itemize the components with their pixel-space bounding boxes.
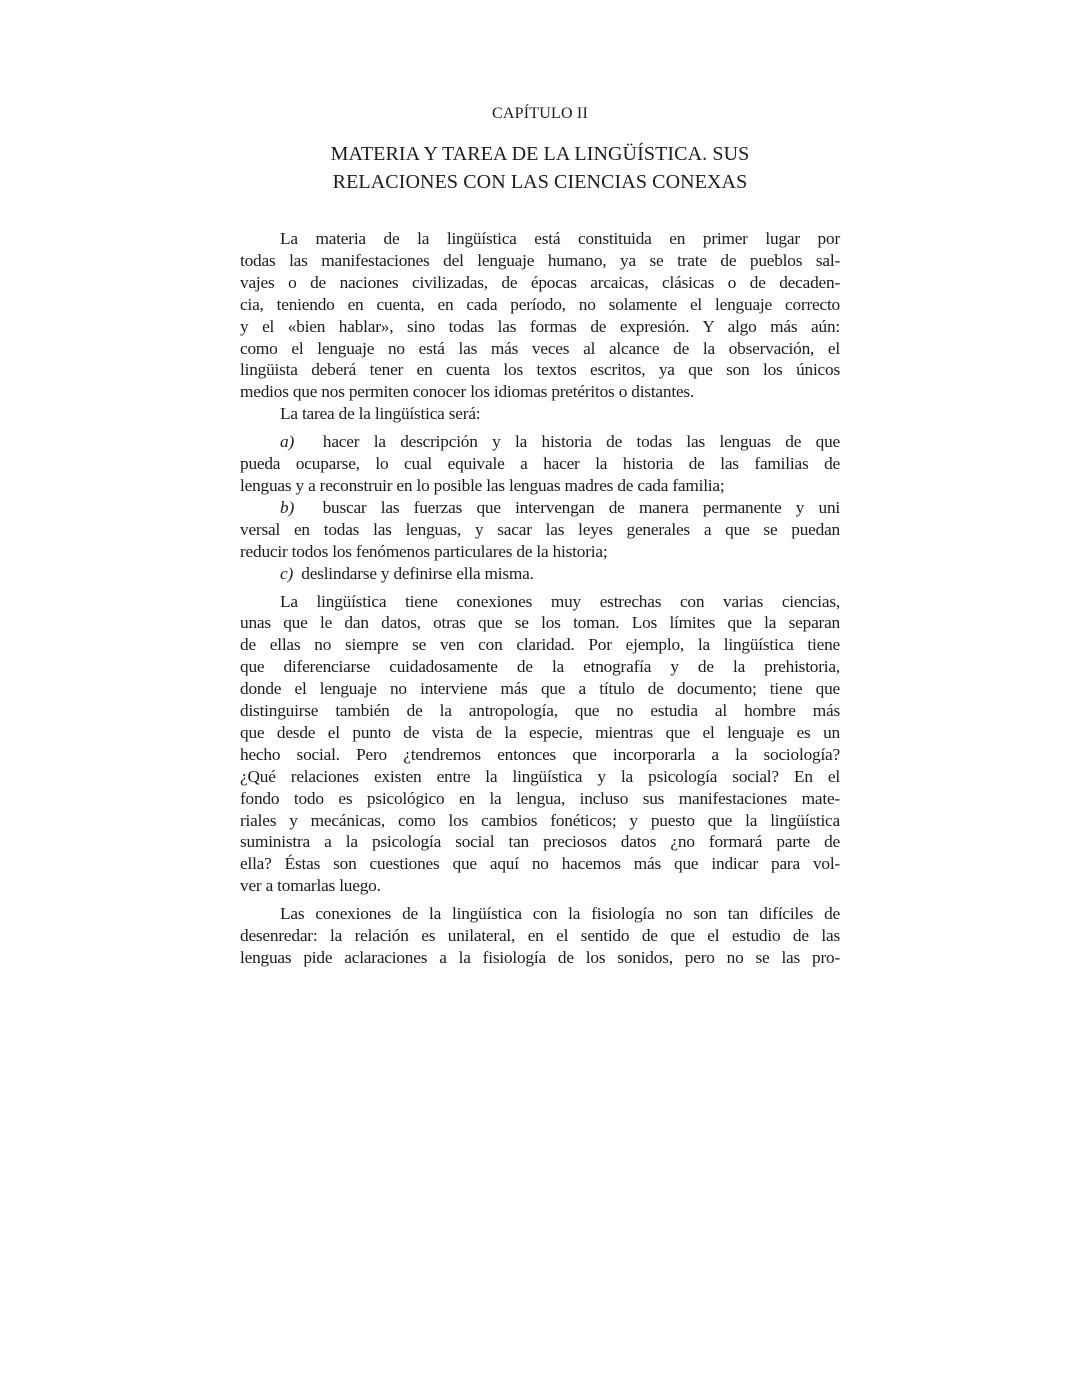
list-item-b — [240, 497, 840, 563]
text-line: reducir todos los fenómenos particulares de la historia; — [240, 541, 608, 561]
text-line: medios que nos permiten conocer los idiomas pretéritos o distantes. — [240, 382, 695, 402]
text-line: todas las manifestaciones del lenguaje humano, ya se trate de pueblos sal- — [240, 250, 840, 270]
text-line: distinguirse también de la antropología, que no estudia al hombre más — [240, 701, 840, 721]
text-line: que diferenciarse cuidadosamente de la etnografía y de la prehistoria, — [240, 657, 840, 677]
text-line: a) hacer la descripción y la historia de todas las lenguas de que — [280, 432, 840, 452]
chapter-title — [240, 140, 840, 196]
item-marker: b) — [280, 497, 294, 517]
list-item-a — [240, 431, 840, 497]
text-line: La tarea de la lingüística será: — [280, 404, 481, 424]
text-line: que desde el punto de vista de la especie, mientras que el lenguaje es un — [240, 722, 840, 742]
text-line: ¿Qué relaciones existen entre la lingüística y la psicología social? En el — [240, 766, 840, 786]
chapter-title-line-2: RELACIONES CON LAS CIENCIAS CONEXAS — [332, 171, 748, 193]
text-line: suministra a la psicología social tan preciosos datos ¿no formará parte de — [240, 832, 840, 852]
paragraph-tarea — [240, 403, 840, 425]
paragraph-conexiones-ciencias — [240, 591, 840, 898]
text-line: ella? Éstas son cuestiones que aquí no hacemos más que indicar para vol- — [240, 854, 840, 874]
text-line: fondo todo es psicológico en la lengua, incluso sus manifestaciones mate- — [240, 788, 840, 808]
text-line: lenguas pide aclaraciones a la fisiología de los sonidos, pero no se las pro- — [240, 948, 840, 967]
book-page — [240, 0, 840, 969]
item-marker: c) — [280, 563, 294, 583]
text-line: donde el lenguaje no interviene más que a título de documento; tiene que — [240, 679, 840, 699]
text-line: cia, teniendo en cuenta, en cada período, no solamente el lenguaje correcto — [240, 294, 840, 314]
text-line: como el lenguaje no está las más veces al alcance de la observación, el — [240, 338, 840, 358]
text-line: ver a tomarlas luego. — [240, 876, 381, 896]
text-line: pueda ocuparse, lo cual equivale a hacer la historia de las familias de — [240, 454, 840, 474]
text-line: La lingüística tiene conexiones muy estrechas con varias ciencias, — [280, 591, 840, 611]
text-line: y el «bien hablar», sino todas las formas de expresión. Y algo más aún: — [240, 316, 840, 336]
chapter-heading: CAPÍTULO II — [492, 105, 588, 122]
text-line: lingüista deberá tener en cuenta los textos escritos, ya que son los únicos — [240, 360, 840, 380]
text-line: lenguas y a reconstruir en lo posible las lenguas madres de cada familia; — [240, 475, 725, 495]
text-line: Las conexiones de la lingüística con la fisiología no son tan difíciles de — [280, 904, 840, 924]
text-line: versal en todas las lenguas, y sacar las leyes generales a que se puedan — [240, 519, 840, 539]
paragraph-fisiologia — [240, 903, 840, 969]
text-line: hecho social. Pero ¿tendremos entonces que incorporarla a la sociología? — [240, 744, 840, 764]
text-line: de ellas no siempre se ven con claridad. Por ejemplo, la lingüística tiene — [240, 635, 840, 655]
body-text — [240, 228, 840, 969]
list-item-c — [240, 563, 840, 585]
text-line: c) deslindarse y definirse ella misma. — [280, 563, 534, 583]
text-line: unas que le dan datos, otras que se los toman. Los límites que la separan — [240, 613, 840, 633]
text-line: La materia de la lingüística está constituida en primer lugar por — [280, 229, 840, 248]
text-line: desenredar: la relación es unilateral, en el sentido de que el estudio de las — [240, 926, 840, 946]
paragraph-materia — [240, 228, 840, 403]
text-line: riales y mecánicas, como los cambios fonéticos; y puesto que la lingüística — [240, 810, 840, 830]
item-marker: a) — [280, 432, 294, 452]
text-line: b) buscar las fuerzas que intervengan de manera permanente y uni — [280, 497, 840, 517]
chapter-title-line-1: MATERIA Y TAREA DE LA LINGÜÍSTICA. SUS — [330, 143, 750, 165]
text-line: vajes o de naciones civilizadas, de épocas arcaicas, clásicas o de decaden- — [240, 272, 840, 292]
